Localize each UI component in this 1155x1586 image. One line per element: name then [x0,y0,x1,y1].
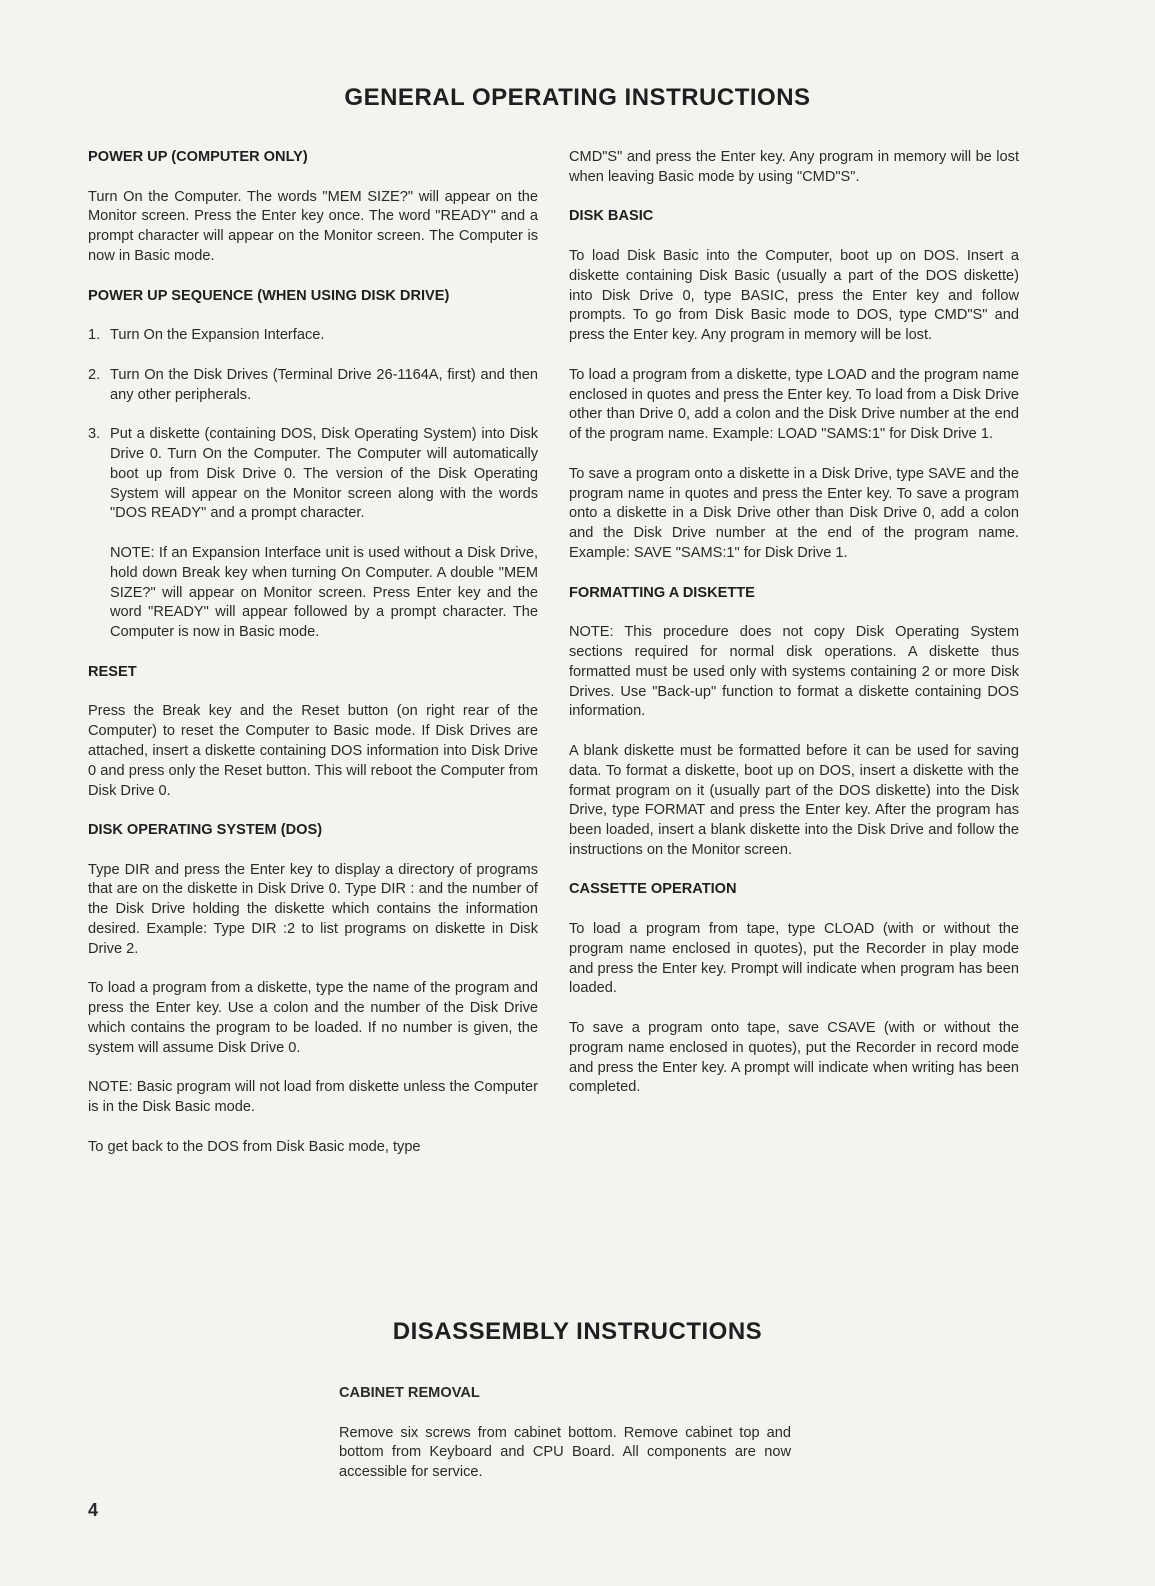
dos-paragraph: To load a program from a diskette, type the name of the program and press the Enter key. Use a colon and the number of the Disk Drive which contains the program to be loaded. If no number is given, the system will assume Disk Drive 0. [88,980,538,1056]
dos-paragraph: NOTE: Basic program will not load from diskette unless the Computer is in the Disk Basic mode. [88,1079,538,1116]
step-number: 1. [88,327,101,344]
format-paragraph: A blank diskette must be formatted before it can be used for saving data. To format a diskette, boot up on DOS, insert a diskette with the format program on it (usually part of the DOS diskette) into the Disk Drive, type FORMAT and press the Enter key. After the program has been loaded, insert a blank diskette into the Disk Drive and follow the instructions on the Monitor screen. [569,742,1019,858]
format-paragraph: NOTE: This procedure does not copy Disk Operating System sections required for normal disk operations. A diskette thus formatted must be used only with systems containing 2 or more Disk Drives. Use "Back-up" function to format a diskette containing DOS information. [569,624,1019,720]
disk-basic-heading: DISK BASIC [569,208,654,225]
continued-text: CMD"S" and press the Enter key. Any program in memory will be lost when leaving Basic mode by using "CMD"S". [569,149,1019,185]
cassette-heading: CASSETTE OPERATION [569,881,737,898]
cassette-paragraph: To save a program onto tape, save CSAVE (with or without the program name enclosed in quotes), put the Recorder in record mode and press the Enter key. A prompt will indicate when writing has been completed. [569,1020,1019,1096]
step-note: NOTE: If an Expansion Interface unit is used without a Disk Drive, hold down Break key when turning On Computer. A double "MEM SIZE?" will appear on Monitor screen. Press Enter key and the word "READY" will appear followed by a prompt character. The Computer is now in Basic mode. [110,544,538,641]
cabinet-text: Remove six screws from cabinet bottom. Remove cabinet top and bottom from Keyboard and CPU Board. All components are now accessible for service. [339,1424,791,1481]
cabinet-heading: CABINET REMOVAL [339,1385,480,1401]
power-up-heading: POWER UP (COMPUTER ONLY) [88,149,308,165]
step-text: Turn On the Disk Drives (Terminal Drive 26-1164A, first) and then any other peripherals. [110,366,538,403]
disk-basic-paragraph: To save a program onto a diskette in a Disk Drive, type SAVE and the program name in quotes and press the Enter key. To save a program onto a diskette in a Disk Drive other than Disk Drive 0, add a colon and the Disk Drive number at the end of the program name. Example: SAVE "SAMS:1" for Disk Drive 1. [569,465,1019,561]
step-item [88,366,538,406]
format-heading: FORMATTING A DISKETTE [569,584,755,601]
dos-paragraph: Type DIR and press the Enter key to display a directory of programs that are on the diskette in Disk Drive 0. Type DIR : and the number of the Disk Drive holding the diskette which contains the information desired. Example: Type DIR :2 to list programs on diskette in Disk Drive 2. [88,861,538,957]
dos-paragraph: To get back to the DOS from Disk Basic mode, type [88,1138,421,1155]
disk-basic-paragraph: To load a program from a diskette, type LOAD and the program name enclosed in quotes and press the Enter key. To load from a Disk Drive other than Drive 0, add a colon and the Disk Drive number at the end of the program name. Example: LOAD "SAMS:1" for Disk Drive 1. [569,366,1019,443]
step-item [88,425,538,524]
page-number: 4 [88,1500,99,1520]
reset-text: Press the Break key and the Reset button (on right rear of the Computer) to reset the Computer to Basic mode. If Disk Drives are attached, insert a diskette containing DOS information into Disk Drive 0 and press only the Reset button. This will reboot the Computer from Disk Drive 0. [88,703,538,799]
cabinet-section [339,1384,791,1483]
page-title: GENERAL OPERATING INSTRUCTIONS [344,84,811,111]
step-item [88,326,538,346]
cassette-paragraph: To load a program from tape, type CLOAD (with or without the program name enclosed in quotes), put the Recorder in play mode and press the Enter key. Prompt will indicate when program has been loaded. [569,921,1019,997]
disk-basic-paragraph: To load Disk Basic into the Computer, boot up on DOS. Insert a diskette containing Disk Basic (usually a part of the DOS diskette) into Disk Drive 0, type BASIC, press the Enter key and follow prompts. To go from Disk Basic mode to DOS, type CMD"S" and press the Enter key. Any program in memory will be lost. [569,247,1019,344]
reset-heading: RESET [88,663,137,680]
step-text: Put a diskette (containing DOS, Disk Operating System) into Disk Drive 0. Turn On the Computer. The Computer will automatically boot up from Disk Drive 0. The version of the Disk Operating System will appear on the Monitor screen along with the words "DOS READY" and a prompt character. [110,426,538,522]
step-number: 2. [88,366,101,383]
sequence-heading: POWER UP SEQUENCE (WHEN USING DISK DRIVE) [88,287,450,304]
step-text: Turn On the Expansion Interface. [110,327,325,344]
right-column [569,148,1019,1098]
dos-heading: DISK OPERATING SYSTEM (DOS) [88,822,323,839]
left-column [88,148,538,1158]
disassembly-title: DISASSEMBLY INSTRUCTIONS [392,1318,763,1345]
step-number: 3. [88,426,101,443]
power-up-text: Turn On the Computer. The words "MEM SIZE?" will appear on the Monitor screen. Press the Enter key once. The word "READY" and a prompt character will appear on the Monitor screen. The Computer is now in Basic mode. [88,188,538,264]
